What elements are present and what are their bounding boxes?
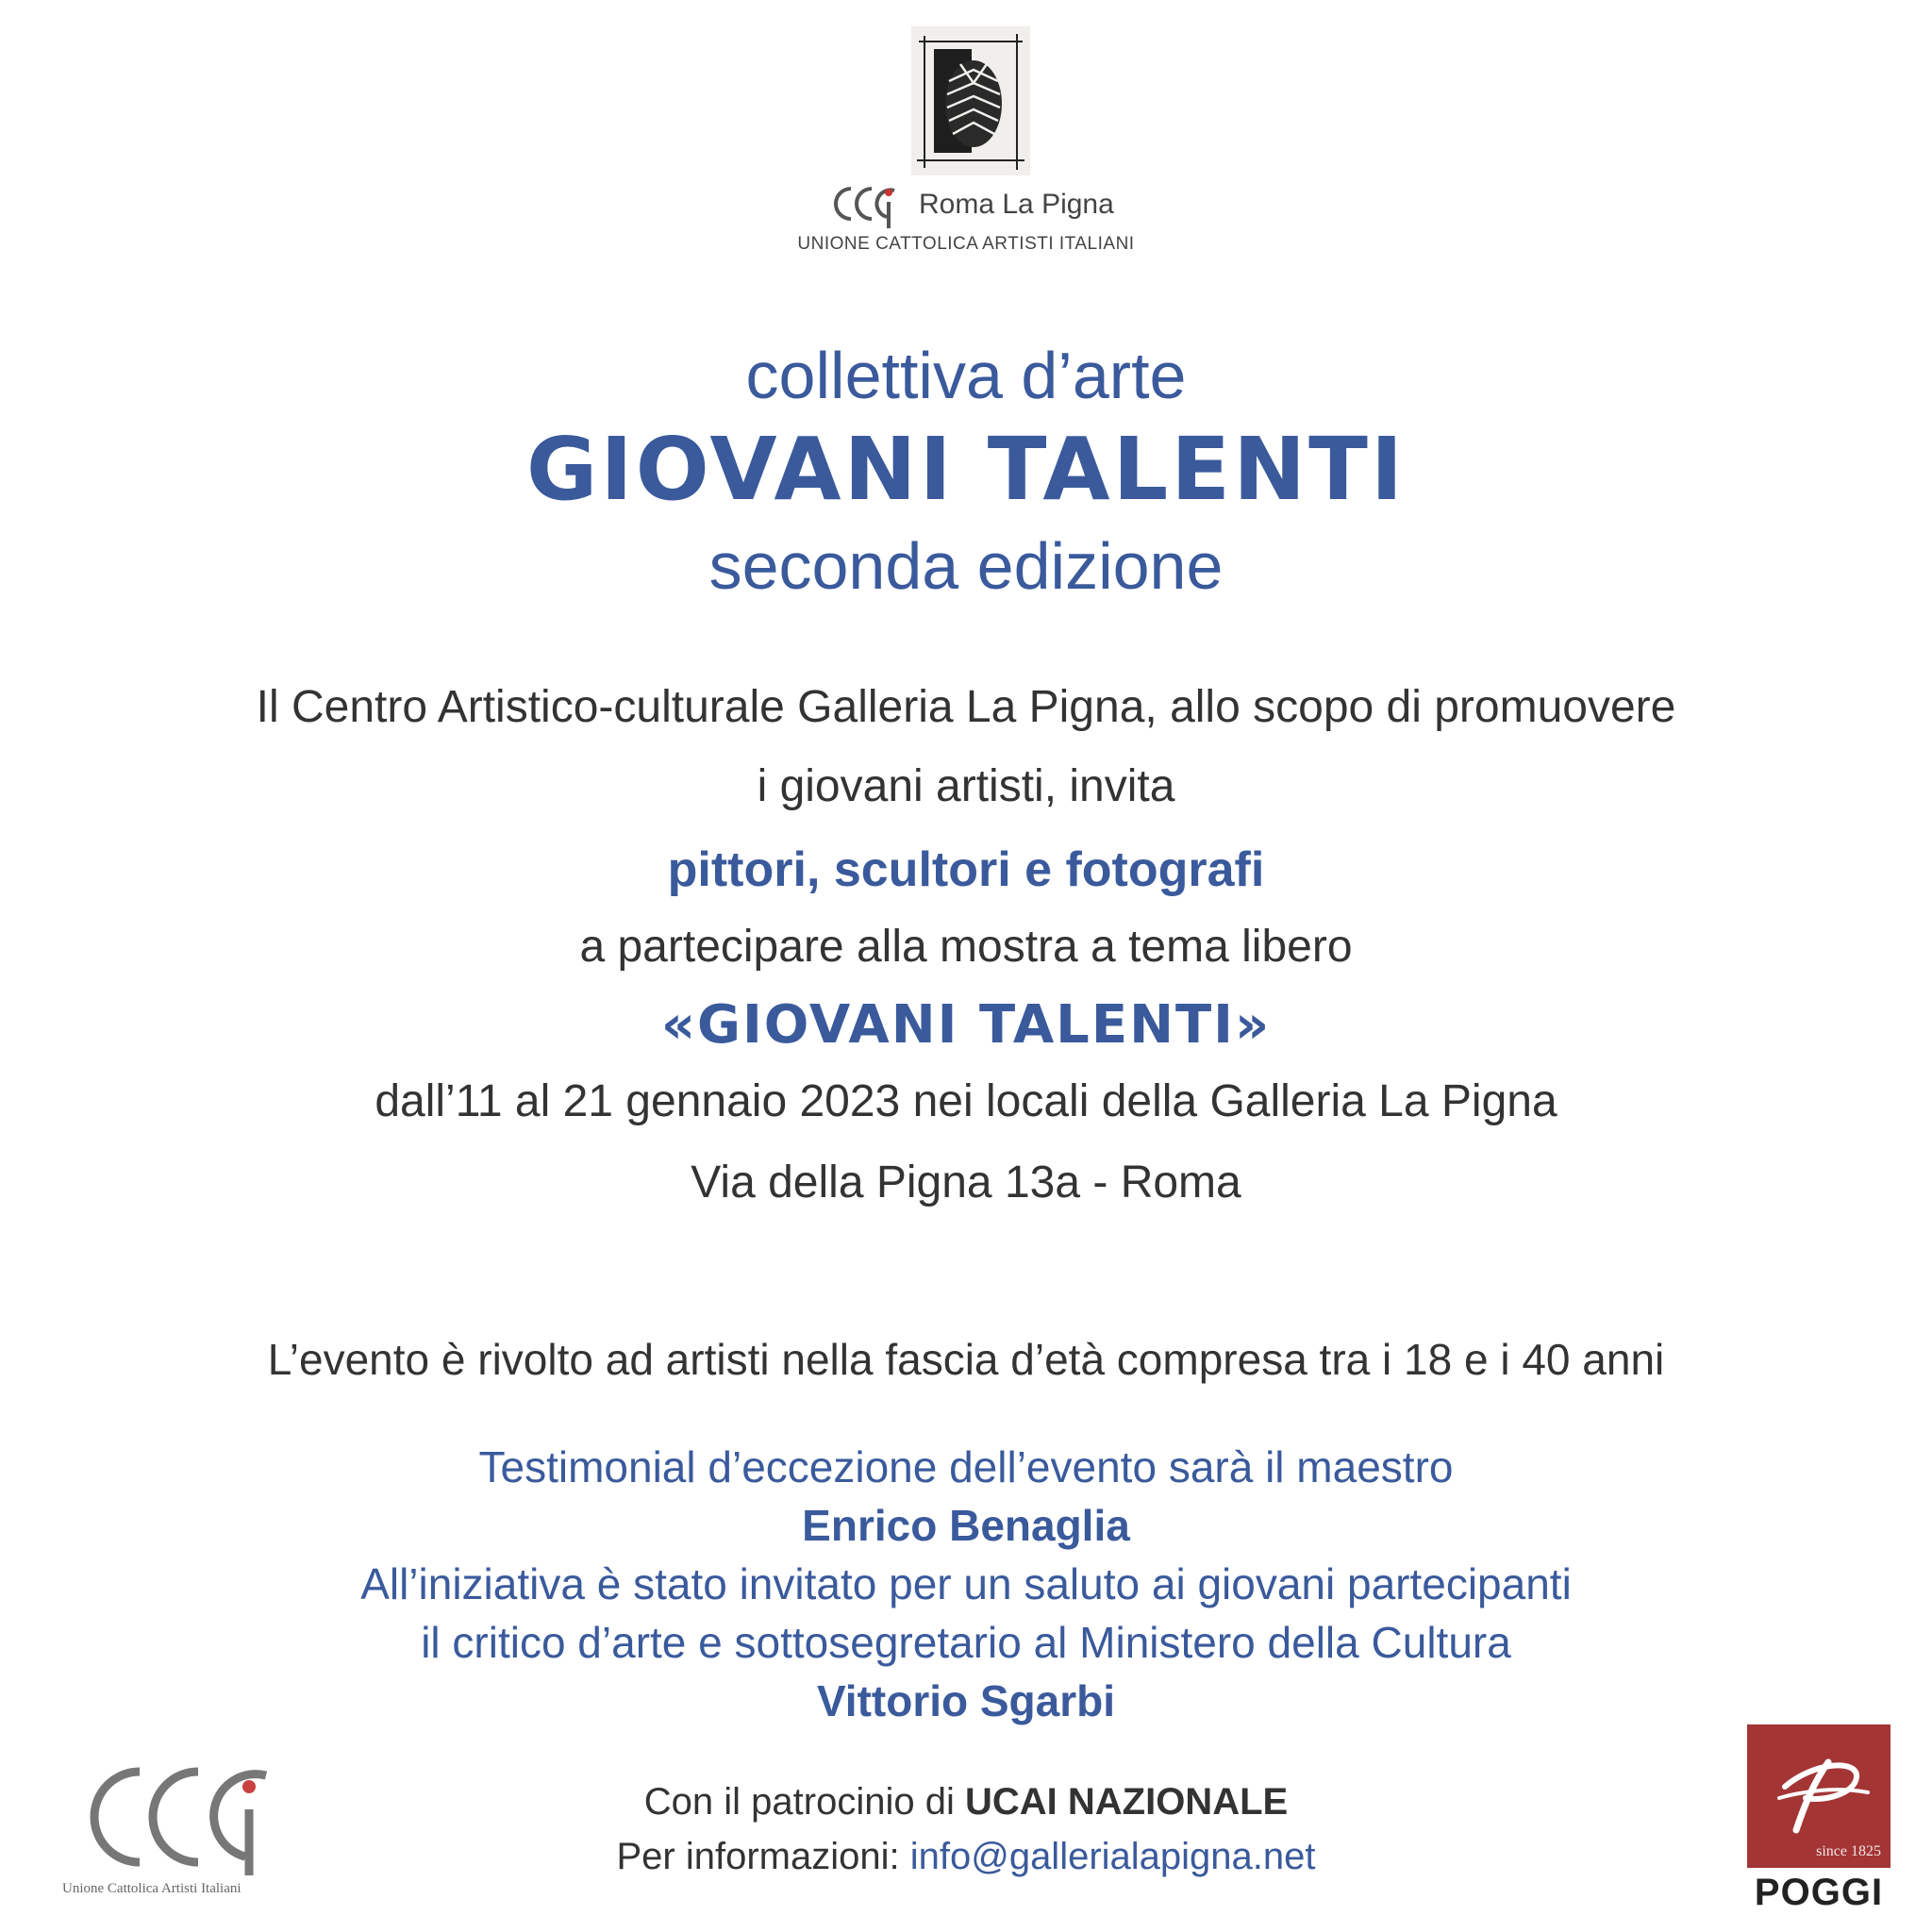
patron-prefix: Con il patrocinio di (643, 1781, 965, 1823)
patron-name: UCAI NAZIONALE (964, 1781, 1289, 1823)
ucai-caption: Unione Cattolica Artisti Italiani (62, 1881, 242, 1896)
ucai-logo-small-icon (826, 181, 911, 230)
artist-categories: pittori, scultori e fotografi (667, 842, 1265, 897)
brand-name: Roma La Pigna (919, 189, 1114, 220)
pine-cone-icon (911, 26, 1030, 175)
testimonial-name-1: Enrico Benaglia (802, 1501, 1130, 1550)
body-line-1: Il Centro Artistico-culturale Galleria La Pigna, allo scopo di promuovere (256, 682, 1676, 732)
pine-cone-artwork (911, 26, 1030, 175)
poggi-since: since 1825 (1816, 1843, 1881, 1859)
exhibition-address: Via della Pigna 13a - Roma (691, 1158, 1241, 1208)
ucai-logo-icon (66, 1732, 311, 1902)
title-edition: seconda edizione (708, 529, 1224, 603)
testimonial-line-2: All’iniziativa è stato invitato per un saluto ai giovani partecipanti (360, 1559, 1572, 1608)
exhibition-name: «GIOVANI TALENTI» (660, 994, 1272, 1056)
poggi-logo (1747, 1724, 1890, 1868)
title-intro: collettiva d’arte (745, 339, 1187, 412)
ucai-logo (66, 1732, 311, 1902)
exhibition-dates: dall’11 al 21 gennaio 2023 nei locali della Galleria La Pigna (375, 1076, 1557, 1126)
testimonial-line-3: il critico d’arte e sottosegretario al Ministero della Cultura (421, 1618, 1511, 1667)
testimonial-name-2: Vittorio Sgarbi (816, 1676, 1116, 1725)
body-line-2: i giovani artisti, invita (757, 761, 1175, 811)
body-line-4: a partecipare alla mostra a tema libero (579, 922, 1353, 972)
poggi-name: POGGI (1754, 1872, 1884, 1913)
page-title: GIOVANI TALENTI (525, 419, 1407, 520)
info-prefix: Per informazioni: (616, 1836, 910, 1877)
info-email-link[interactable]: info@gallerialapigna.net (909, 1836, 1316, 1877)
header-subtitle: UNIONE CATTOLICA ARTISTI ITALIANI (797, 234, 1135, 254)
testimonial-line-1: Testimonial d’eccezione dell’evento sarà il maestro (478, 1442, 1454, 1491)
age-note: L’evento è rivolto ad artisti nella fascia d’età compresa tra i 18 e i 40 anni (267, 1335, 1665, 1384)
